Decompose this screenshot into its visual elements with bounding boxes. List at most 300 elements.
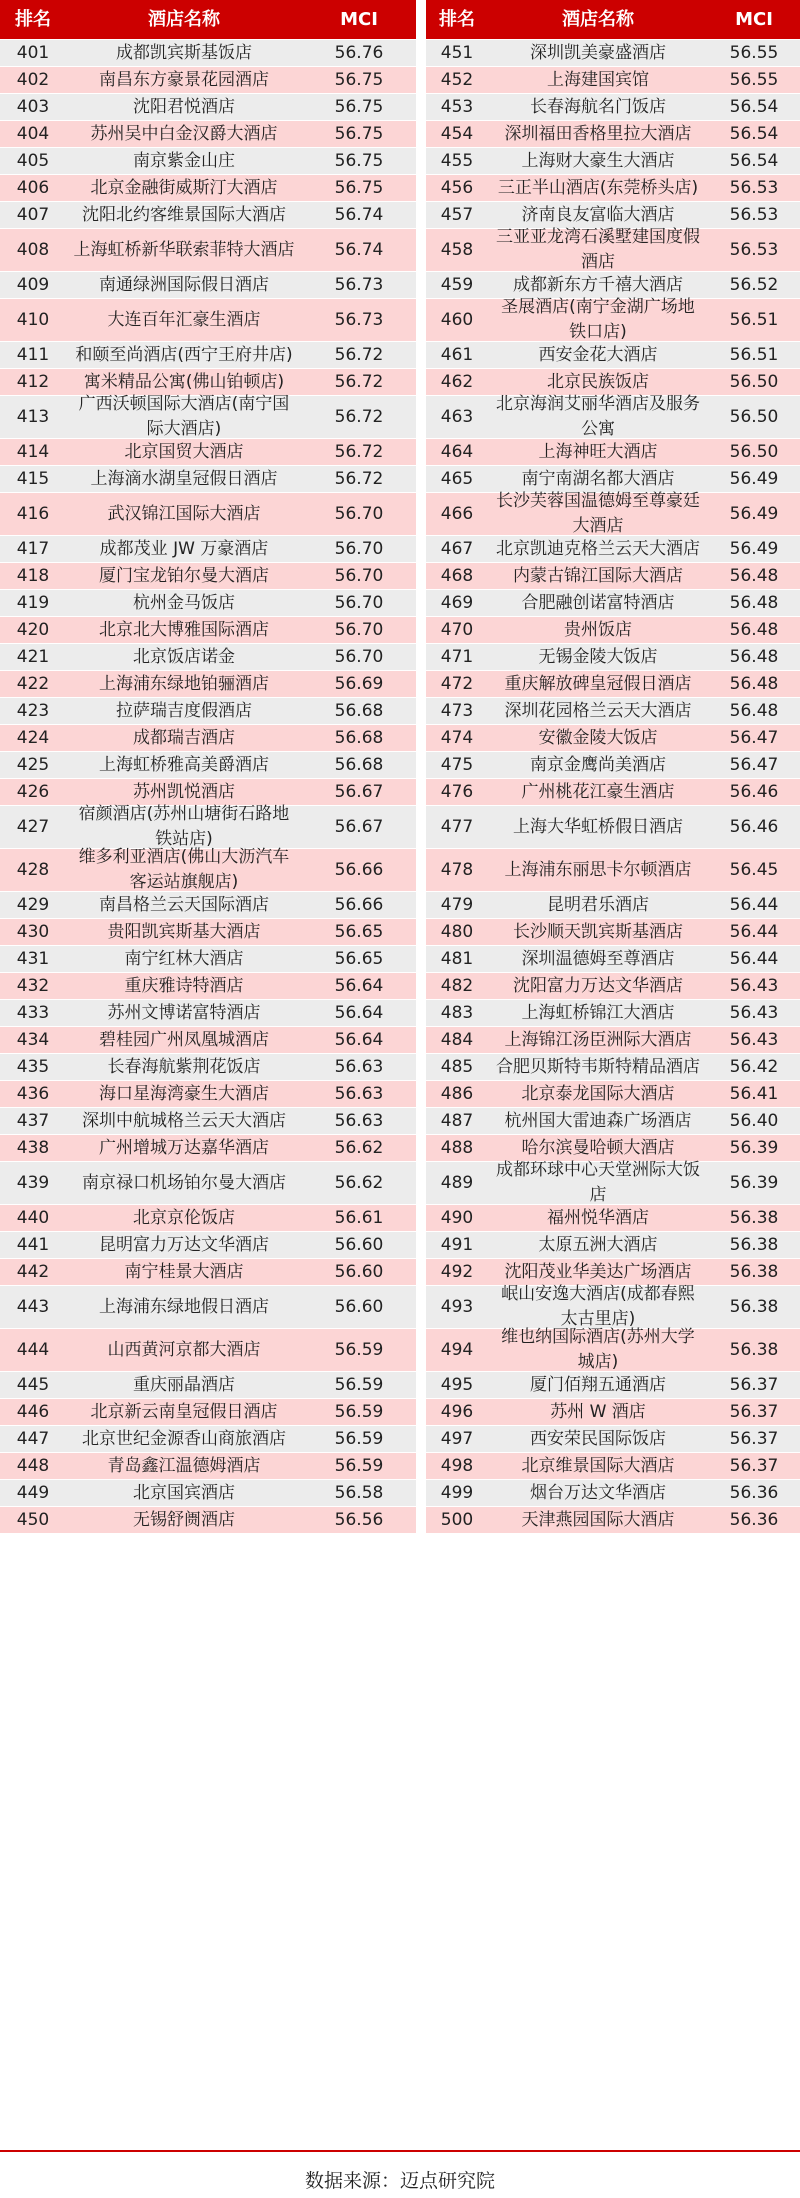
table-row (0, 617, 416, 644)
hotel-name-cell: 无锡舒阓酒店 (133, 1509, 235, 1530)
table-row (426, 644, 800, 671)
hotel-name-cell: 成都新东方千禧大酒店 (513, 274, 683, 295)
hotel-name-cell: 内蒙古锦江国际大酒店 (513, 565, 683, 586)
hotel-name-cell: 苏州凯悦酒店 (133, 781, 235, 802)
mci-cell: 56.67 (334, 816, 384, 837)
hotel-name-cell: 无锡金陵大饭店 (538, 646, 658, 667)
hotel-name-cell: 长春海航名门饭店 (530, 96, 666, 117)
rank-cell: 482 (440, 975, 474, 996)
hotel-name-cell: 深圳中航城格兰云天大酒店 (82, 1110, 286, 1131)
hotel-name-cell: 杭州国大雷迪森广场酒店 (504, 1110, 692, 1131)
mci-cell: 56.75 (334, 150, 384, 171)
rank-cell: 499 (440, 1482, 474, 1503)
hotel-name-cell: 广州桃花江豪生酒店 (521, 781, 675, 802)
rank-cell: 447 (16, 1428, 50, 1449)
hotel-name-cell: 苏州吴中白金汉爵大酒店 (90, 123, 278, 144)
table-row (0, 299, 416, 342)
hotel-name-cell: 北京金融街威斯汀大酒店 (90, 177, 278, 198)
rank-cell: 410 (16, 309, 50, 330)
table-row (0, 229, 416, 272)
rank-cell: 467 (440, 538, 474, 559)
hotel-name-cell: 宿颜酒店(苏州山塘街石路地铁站店) (78, 804, 290, 849)
table-row (0, 493, 416, 536)
rank-cell: 415 (16, 468, 50, 489)
hotel-name-cell: 广西沃顿国际大酒店(南宁国际大酒店) (78, 394, 290, 439)
mci-cell: 56.53 (729, 239, 779, 260)
rank-cell: 450 (16, 1509, 50, 1530)
table-row (0, 563, 416, 590)
rank-cell: 473 (440, 700, 474, 721)
rank-cell: 453 (440, 96, 474, 117)
mci-cell: 56.54 (729, 123, 779, 144)
mci-cell: 56.46 (729, 781, 779, 802)
table-row (426, 536, 800, 563)
table-row (426, 1453, 800, 1480)
table-row (0, 148, 416, 175)
mci-cell: 56.59 (334, 1428, 384, 1449)
hotel-name-cell: 长春海航紫荆花饭店 (107, 1056, 261, 1077)
mci-cell: 56.53 (729, 204, 779, 225)
mci-cell: 56.68 (334, 700, 384, 721)
hotel-name-cell: 南宁南湖名都大酒店 (521, 468, 675, 489)
mci-cell: 56.51 (729, 344, 779, 365)
hotel-name-cell: 大连百年汇豪生酒店 (107, 309, 261, 330)
table-row (0, 671, 416, 698)
mci-cell: 56.58 (334, 1482, 384, 1503)
hotel-name-cell: 成都环球中心天堂洲际大饭店 (496, 1160, 700, 1205)
rank-cell: 468 (440, 565, 474, 586)
rank-cell: 412 (16, 371, 50, 392)
table-row (0, 1232, 416, 1259)
mci-cell: 56.37 (729, 1401, 779, 1422)
mci-cell: 56.74 (334, 239, 384, 260)
mci-cell: 56.67 (334, 781, 384, 802)
hotel-name-cell: 上海虹桥新华联索菲特大酒店 (73, 239, 295, 260)
rank-cell: 488 (440, 1137, 474, 1158)
mci-cell: 56.37 (729, 1374, 779, 1395)
hotel-name-cell: 成都凯宾斯基饭店 (116, 42, 252, 63)
rank-cell: 402 (16, 69, 50, 90)
rank-cell: 485 (440, 1056, 474, 1077)
mci-cell: 56.66 (334, 894, 384, 915)
hotel-name-cell: 武汉锦江国际大酒店 (107, 503, 261, 524)
table-row (426, 1054, 800, 1081)
rank-cell: 449 (16, 1482, 50, 1503)
table-row (0, 1372, 416, 1399)
header-rank: 排名 (15, 9, 51, 30)
table-row (0, 175, 416, 202)
hotel-name-cell: 合肥贝斯特韦斯特精品酒店 (496, 1056, 700, 1077)
mci-cell: 56.48 (729, 646, 779, 667)
rank-cell: 442 (16, 1261, 50, 1282)
column-divider (416, 0, 426, 2150)
hotel-name-cell: 海口星海湾豪生大酒店 (99, 1083, 269, 1104)
header-mci: MCI (340, 9, 378, 30)
mci-cell: 56.70 (334, 503, 384, 524)
rank-cell: 471 (440, 646, 474, 667)
mci-cell: 56.69 (334, 673, 384, 694)
hotel-name-cell: 上海神旺大酒店 (538, 441, 658, 462)
hotel-name-cell: 拉萨瑞吉度假酒店 (116, 700, 252, 721)
rank-cell: 401 (16, 42, 50, 63)
rank-cell: 454 (440, 123, 474, 144)
hotel-name-cell: 厦门宝龙铂尔曼大酒店 (99, 565, 269, 586)
rank-cell: 426 (16, 781, 50, 802)
hotel-name-cell: 重庆丽晶酒店 (133, 1374, 235, 1395)
rank-cell: 478 (440, 859, 474, 880)
rank-cell: 406 (16, 177, 50, 198)
table-row (426, 1081, 800, 1108)
mci-cell: 56.72 (334, 468, 384, 489)
hotel-name-cell: 维也纳国际酒店(苏州大学城店) (501, 1327, 695, 1372)
rank-cell: 419 (16, 592, 50, 613)
mci-cell: 56.65 (334, 948, 384, 969)
mci-cell: 56.41 (729, 1083, 779, 1104)
table-row (0, 1329, 416, 1372)
hotel-name-cell: 西安荣民国际饭店 (530, 1428, 666, 1449)
mci-cell: 56.49 (729, 468, 779, 489)
rank-cell: 433 (16, 1002, 50, 1023)
hotel-name-cell: 南京紫金山庄 (133, 150, 235, 171)
mci-cell: 56.36 (729, 1509, 779, 1530)
rank-cell: 466 (440, 503, 474, 524)
header-hotel-name: 酒店名称 (148, 9, 220, 30)
table-row (426, 1480, 800, 1507)
mci-cell: 56.50 (729, 406, 779, 427)
rank-cell: 444 (16, 1339, 50, 1360)
rank-cell: 490 (440, 1207, 474, 1228)
hotel-name-cell: 南昌东方豪景花园酒店 (99, 69, 269, 90)
rank-cell: 416 (16, 503, 50, 524)
table-row (0, 644, 416, 671)
mci-cell: 56.51 (729, 309, 779, 330)
hotel-name-cell: 天津燕园国际大酒店 (521, 1509, 675, 1530)
mci-cell: 56.48 (729, 592, 779, 613)
footer-rule (0, 2150, 800, 2152)
rank-cell: 495 (440, 1374, 474, 1395)
rank-cell: 452 (440, 69, 474, 90)
table-row (0, 1205, 416, 1232)
rank-cell: 418 (16, 565, 50, 586)
mci-cell: 56.60 (334, 1261, 384, 1282)
table-row (0, 1162, 416, 1205)
hotel-name-cell: 青岛鑫江温德姆酒店 (107, 1455, 261, 1476)
mci-cell: 56.72 (334, 371, 384, 392)
hotel-name-cell: 北京京伦饭店 (133, 1207, 235, 1228)
mci-cell: 56.70 (334, 538, 384, 559)
mci-cell: 56.73 (334, 309, 384, 330)
mci-cell: 56.62 (334, 1172, 384, 1193)
mci-cell: 56.47 (729, 727, 779, 748)
mci-cell: 56.63 (334, 1056, 384, 1077)
hotel-name-cell: 烟台万达文华酒店 (530, 1482, 666, 1503)
rank-cell: 451 (440, 42, 474, 63)
rank-cell: 462 (440, 371, 474, 392)
hotel-name-cell: 上海浦东绿地假日酒店 (99, 1296, 269, 1317)
mci-cell: 56.64 (334, 1029, 384, 1050)
table-row (0, 202, 416, 229)
data-source-note: 数据来源：迈点研究院 (304, 2170, 495, 2192)
hotel-name-cell: 长沙芙蓉国温德姆至尊豪廷大酒店 (496, 491, 700, 536)
mci-cell: 56.38 (729, 1339, 779, 1360)
table-row (426, 229, 800, 272)
rank-cell: 411 (16, 344, 50, 365)
table-row (0, 698, 416, 725)
table-row (0, 1259, 416, 1286)
table-row (0, 1135, 416, 1162)
rank-cell: 464 (440, 441, 474, 462)
mci-cell: 56.48 (729, 700, 779, 721)
mci-cell: 56.53 (729, 177, 779, 198)
table-row (0, 1286, 416, 1329)
rank-cell: 404 (16, 123, 50, 144)
table-row (0, 1108, 416, 1135)
mci-cell: 56.72 (334, 441, 384, 462)
mci-cell: 56.38 (729, 1261, 779, 1282)
hotel-name-cell: 南昌格兰云天国际酒店 (99, 894, 269, 915)
mci-cell: 56.70 (334, 592, 384, 613)
rank-cell: 496 (440, 1401, 474, 1422)
mci-cell: 56.47 (729, 754, 779, 775)
rank-cell: 443 (16, 1296, 50, 1317)
rank-cell: 405 (16, 150, 50, 171)
mci-cell: 56.36 (729, 1482, 779, 1503)
mci-cell: 56.40 (729, 1110, 779, 1131)
hotel-name-cell: 南京金鹰尚美酒店 (530, 754, 666, 775)
table-row (426, 121, 800, 148)
mci-cell: 56.70 (334, 619, 384, 640)
hotel-name-cell: 厦门佰翔五通酒店 (530, 1374, 666, 1395)
hotel-name-cell: 重庆解放碑皇冠假日酒店 (504, 673, 692, 694)
table-row (0, 94, 416, 121)
rank-cell: 435 (16, 1056, 50, 1077)
mci-cell: 56.48 (729, 673, 779, 694)
table-row (426, 617, 800, 644)
hotel-name-cell: 沈阳茂业华美达广场酒店 (504, 1261, 692, 1282)
rank-cell: 425 (16, 754, 50, 775)
hotel-name-cell: 合肥融创诺富特酒店 (521, 592, 675, 613)
table-row (426, 1329, 800, 1372)
hotel-name-cell: 北京民族饭店 (547, 371, 649, 392)
hotel-name-cell: 北京国贸大酒店 (124, 441, 244, 462)
mci-cell: 56.59 (334, 1401, 384, 1422)
rank-cell: 440 (16, 1207, 50, 1228)
rank-cell: 487 (440, 1110, 474, 1131)
table-row (426, 40, 800, 67)
hotel-name-cell: 南京禄口机场铂尔曼大酒店 (82, 1172, 286, 1193)
hotel-name-cell: 三正半山酒店(东莞桥头店) (497, 177, 699, 198)
mci-cell: 56.38 (729, 1207, 779, 1228)
hotel-name-cell: 沈阳北约客维景国际大酒店 (82, 204, 286, 225)
mci-cell: 56.48 (729, 565, 779, 586)
mci-cell: 56.63 (334, 1083, 384, 1104)
mci-cell: 56.60 (334, 1234, 384, 1255)
mci-cell: 56.44 (729, 948, 779, 969)
rank-cell: 403 (16, 96, 50, 117)
mci-cell: 56.48 (729, 619, 779, 640)
table-row (0, 752, 416, 779)
rank-cell: 460 (440, 309, 474, 330)
mci-cell: 56.64 (334, 1002, 384, 1023)
table-row (0, 466, 416, 493)
rank-cell: 463 (440, 406, 474, 427)
mci-cell: 56.44 (729, 921, 779, 942)
mci-cell: 56.75 (334, 96, 384, 117)
hotel-name-cell: 山西黄河京都大酒店 (107, 1339, 261, 1360)
rank-cell: 430 (16, 921, 50, 942)
mci-cell: 56.72 (334, 406, 384, 427)
hotel-name-cell: 深圳花园格兰云天大酒店 (504, 700, 692, 721)
table-row (0, 536, 416, 563)
table-row (0, 1399, 416, 1426)
mci-cell: 56.68 (334, 727, 384, 748)
rank-cell: 475 (440, 754, 474, 775)
mci-cell: 56.52 (729, 274, 779, 295)
table-row (426, 1232, 800, 1259)
rank-cell: 456 (440, 177, 474, 198)
hotel-name-cell: 北京饭店诺金 (133, 646, 235, 667)
rank-cell: 428 (16, 859, 50, 880)
table-row (426, 1162, 800, 1205)
rank-cell: 436 (16, 1083, 50, 1104)
mci-cell: 56.61 (334, 1207, 384, 1228)
table-row (426, 148, 800, 175)
mci-cell: 56.39 (729, 1172, 779, 1193)
table-row (426, 396, 800, 439)
mci-cell: 56.75 (334, 177, 384, 198)
mci-cell: 56.59 (334, 1374, 384, 1395)
rank-cell: 446 (16, 1401, 50, 1422)
table-row (426, 342, 800, 369)
rank-cell: 457 (440, 204, 474, 225)
mci-cell: 56.75 (334, 69, 384, 90)
hotel-name-cell: 和颐至尚酒店(西宁王府井店) (75, 344, 293, 365)
hotel-name-cell: 上海虹桥雅高美爵酒店 (99, 754, 269, 775)
table-row (426, 493, 800, 536)
hotel-name-cell: 维多利亚酒店(佛山大沥汽车客运站旗舰店) (78, 847, 290, 892)
rank-cell: 491 (440, 1234, 474, 1255)
hotel-name-cell: 岷山安逸大酒店(成都春熙太古里店) (501, 1284, 695, 1329)
rank-cell: 408 (16, 239, 50, 260)
hotel-name-cell: 北京北大博雅国际酒店 (99, 619, 269, 640)
hotel-name-cell: 深圳福田香格里拉大酒店 (504, 123, 692, 144)
table-row (0, 1507, 416, 1534)
rank-cell: 407 (16, 204, 50, 225)
hotel-name-cell: 北京泰龙国际大酒店 (521, 1083, 675, 1104)
table-header-left (0, 0, 416, 40)
mci-cell: 56.43 (729, 1002, 779, 1023)
hotel-name-cell: 沈阳富力万达文华酒店 (513, 975, 683, 996)
table-row (0, 1453, 416, 1480)
rank-cell: 414 (16, 441, 50, 462)
rank-cell: 441 (16, 1234, 50, 1255)
mci-cell: 56.68 (334, 754, 384, 775)
mci-cell: 56.76 (334, 42, 384, 63)
hotel-name-cell: 上海浦东绿地铂骊酒店 (99, 673, 269, 694)
mci-cell: 56.74 (334, 204, 384, 225)
table-row (426, 1027, 800, 1054)
mci-cell: 56.55 (729, 69, 779, 90)
hotel-name-cell: 济南良友富临大酒店 (521, 204, 675, 225)
hotel-name-cell: 杭州金马饭店 (133, 592, 235, 613)
rank-cell: 437 (16, 1110, 50, 1131)
table-row (426, 1399, 800, 1426)
table-header-right (426, 0, 800, 40)
table-row (426, 94, 800, 121)
rank-cell: 422 (16, 673, 50, 694)
rank-cell: 494 (440, 1339, 474, 1360)
hotel-name-cell: 沈阳君悦酒店 (133, 96, 235, 117)
hotel-name-cell: 上海虹桥锦江大酒店 (521, 1002, 675, 1023)
mci-cell: 56.43 (729, 975, 779, 996)
ranking-table-right (426, 0, 800, 1534)
rank-cell: 431 (16, 948, 50, 969)
table-row (426, 806, 800, 849)
table-row (426, 1507, 800, 1534)
mci-cell: 56.65 (334, 921, 384, 942)
rank-cell: 492 (440, 1261, 474, 1282)
table-row (426, 752, 800, 779)
table-row (426, 698, 800, 725)
rank-cell: 465 (440, 468, 474, 489)
rank-cell: 497 (440, 1428, 474, 1449)
table-row (426, 1286, 800, 1329)
mci-cell: 56.70 (334, 565, 384, 586)
rank-cell: 458 (440, 239, 474, 260)
table-row (0, 439, 416, 466)
mci-cell: 56.37 (729, 1455, 779, 1476)
table-row (426, 1000, 800, 1027)
mci-cell: 56.60 (334, 1296, 384, 1317)
rank-cell: 434 (16, 1029, 50, 1050)
hotel-name-cell: 上海锦江汤臣洲际大酒店 (504, 1029, 692, 1050)
mci-cell: 56.59 (334, 1339, 384, 1360)
mci-cell: 56.59 (334, 1455, 384, 1476)
rank-cell: 493 (440, 1296, 474, 1317)
table-row (426, 725, 800, 752)
hotel-name-cell: 重庆雅诗特酒店 (124, 975, 244, 996)
table-row (426, 67, 800, 94)
rank-cell: 474 (440, 727, 474, 748)
table-row (0, 342, 416, 369)
table-row (426, 1426, 800, 1453)
table-row (0, 725, 416, 752)
rank-cell: 500 (440, 1509, 474, 1530)
rank-cell: 417 (16, 538, 50, 559)
hotel-name-cell: 福州悦华酒店 (547, 1207, 649, 1228)
table-row (0, 1054, 416, 1081)
mci-cell: 56.44 (729, 894, 779, 915)
rank-cell: 477 (440, 816, 474, 837)
mci-cell: 56.39 (729, 1137, 779, 1158)
table-row (426, 919, 800, 946)
mci-cell: 56.72 (334, 344, 384, 365)
hotel-name-cell: 北京海润艾丽华酒店及服务公寓 (496, 394, 700, 439)
table-row (426, 671, 800, 698)
rank-cell: 461 (440, 344, 474, 365)
table-row (0, 396, 416, 439)
rank-cell: 432 (16, 975, 50, 996)
header-hotel-name: 酒店名称 (562, 9, 634, 30)
table-row (426, 779, 800, 806)
header-rank: 排名 (439, 9, 475, 30)
mci-cell: 56.63 (334, 1110, 384, 1131)
mci-cell: 56.43 (729, 1029, 779, 1050)
mci-cell: 56.75 (334, 123, 384, 144)
mci-cell: 56.49 (729, 503, 779, 524)
table-row (0, 1480, 416, 1507)
mci-cell: 56.64 (334, 975, 384, 996)
